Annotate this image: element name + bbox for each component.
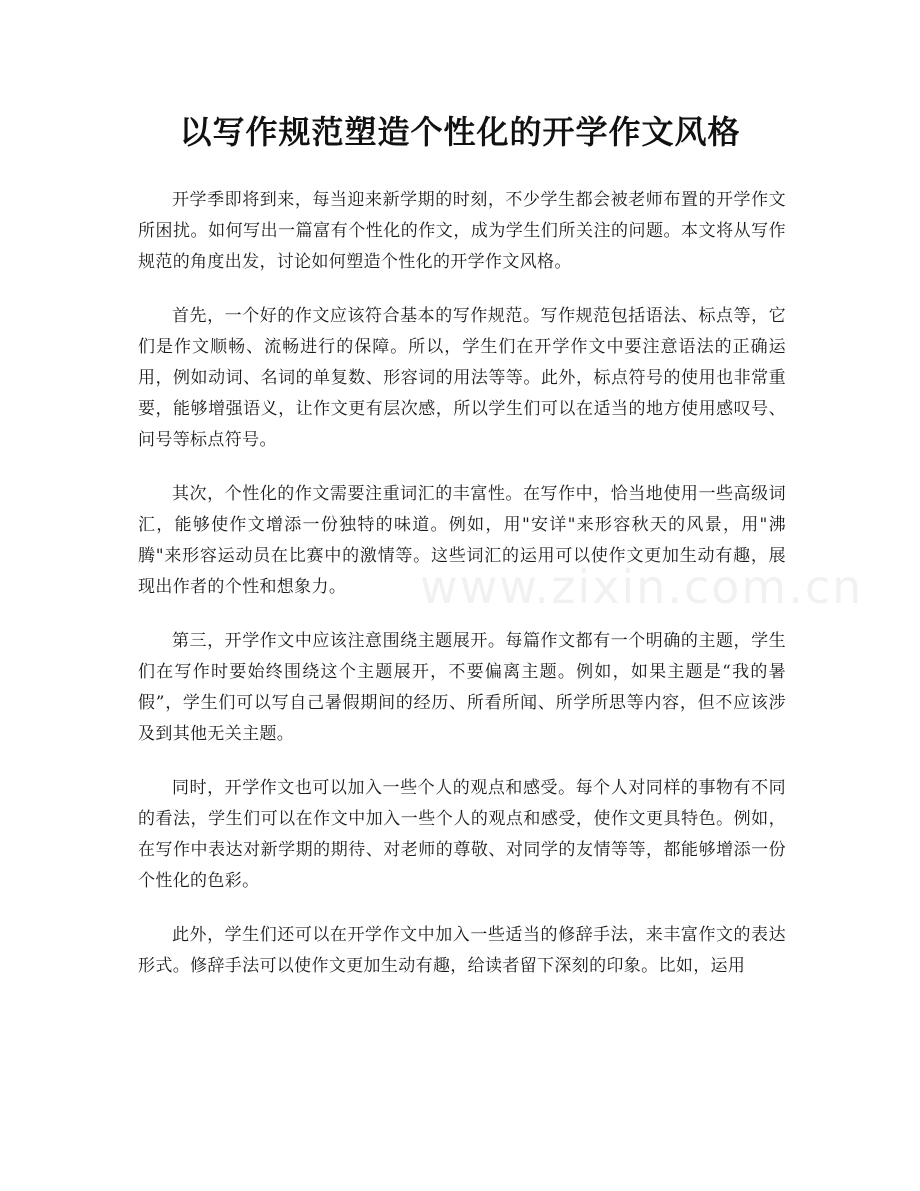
paragraph-3: 其次，个性化的作文需要注重词汇的丰富性。在写作中，恰当地使用一些高级词汇，能够使作文增添一份独特的味道。例如，用"安详"来形容秋天的风景，用"沸腾"来形容运动员在比赛中的激情等。这些词汇的运用可以使作文更加生动有趣，展现出作者的个性和想象力。 [138,484,786,597]
document-body [138,185,786,1005]
watermark: www.zixin.com.cn [420,560,864,614]
paragraph-4: 第三，开学作文中应该注意围绕主题展开。每篇作文都有一个明确的主题，学生们在写作时要始终围绕这个主题展开，不要偏离主题。例如，如果主题是“我的暑假”，学生们可以写自己暑假期间的经历、所看所闻、所学所思等内容，但不应该涉及到其他无关主题。 [138,631,786,744]
paragraph-2: 首先，一个好的作文应该符合基本的写作规范。写作规范包括语法、标点等，它们是作文顺畅、流畅进行的保障。所以，学生们在开学作文中要注意语法的正确运用，例如动词、名词的单复数、形容词的用法等等。此外，标点符号的使用也非常重要，能够增强语义，让作文更有层次感，所以学生们可以在适当的地方使用感叹号、问号等标点符号。 [138,306,786,450]
paragraph-5: 同时，开学作文也可以加入一些个人的观点和感受。每个人对同样的事物有不同的看法，学生们可以在作文中加入一些个人的观点和感受，使作文更具特色。例如，在写作中表达对新学期的期待、对老师的尊敬、对同学的友情等等，都能够增添一份个性化的色彩。 [138,778,786,891]
paragraph-6: 此外，学生们还可以在开学作文中加入一些适当的修辞手法，来丰富作文的表达形式。修辞手法可以使作文更加生动有趣，给读者留下深刻的印象。比如，运用 [138,925,786,976]
paragraph-1: 开学季即将到来，每当迎来新学期的时刻，不少学生都会被老师布置的开学作文所困扰。如何写出一篇富有个性化的作文，成为学生们所关注的问题。本文将从写作规范的角度出发，讨论如何塑造个性化的开学作文风格。 [138,190,786,272]
document-title: 以写作规范塑造个性化的开学作文风格 [179,113,741,151]
